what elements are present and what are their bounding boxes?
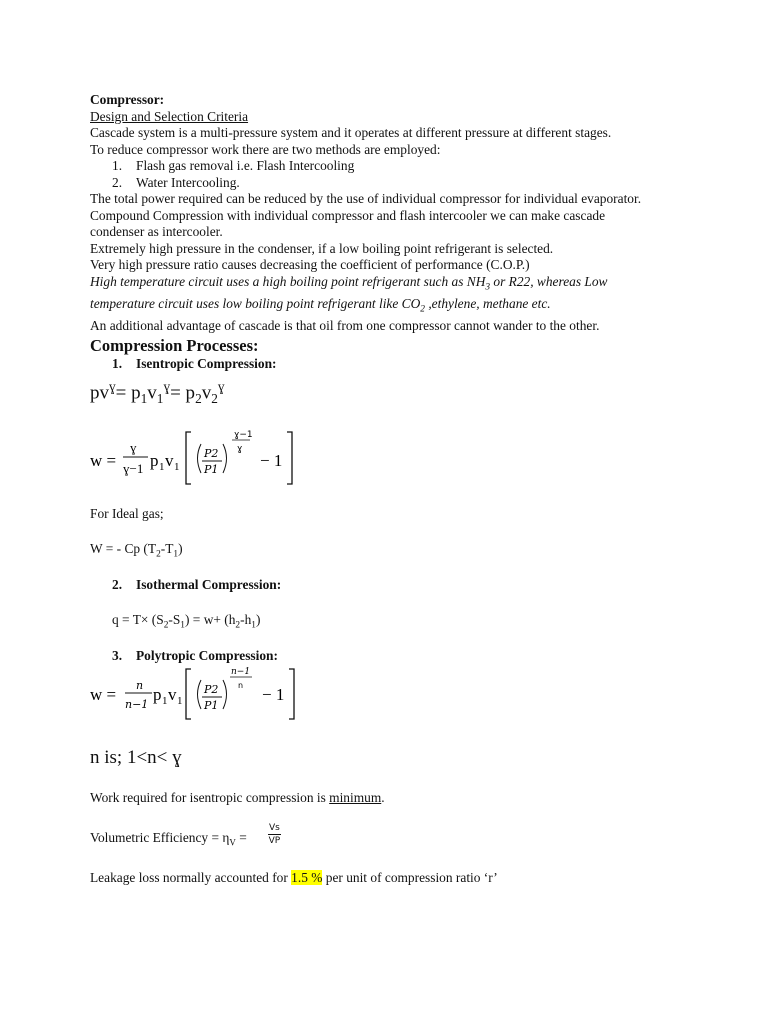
- svg-text:n−1: n−1: [125, 698, 149, 711]
- polytropic-work-formula: [90, 664, 320, 724]
- ideal-gas-equation: W = - Cp $(T_2-T_1)$: [90, 541, 183, 560]
- ideal-gas-label: For Ideal gas;: [90, 506, 164, 521]
- svg-text:p: p: [150, 451, 159, 470]
- italic-line: temperature circuit uses low boiling point refrigerant like $CO_2$ ,ethylene, methane etc.: [90, 295, 551, 315]
- svg-text:− 1: − 1: [262, 685, 285, 704]
- isentropic-heading: 1. Isentropic Compression:: [112, 356, 277, 372]
- doc-subtitle: Design and Selection Criteria: [90, 108, 249, 124]
- svg-text:ɣ: ɣ: [237, 444, 243, 454]
- n-range: n is; 1<n< ɣ: [90, 747, 182, 768]
- text-line: Extremely high pressure in the condenser, if a low boiling point refrigerant is selected.: [90, 240, 554, 256]
- svg-text:1: 1: [162, 695, 168, 707]
- text-line: Cascade system is a multi-pressure system and it operates at different pressure at different stages.: [90, 125, 612, 140]
- polytropic-heading: 3. Polytropic Compression:: [112, 648, 278, 663]
- list-item: 2. Water Intercooling.: [112, 174, 240, 190]
- text-line: Very high pressure ratio causes decreasing the coefficient of performance (C.O.P.): [90, 257, 530, 272]
- svg-text:n: n: [238, 681, 244, 690]
- svg-text:ɣ: ɣ: [130, 440, 137, 455]
- work-statement: Work required for isentropic compression is minimum.: [90, 790, 385, 805]
- svg-text:− 1: − 1: [260, 451, 283, 470]
- svg-text:P2: P2: [204, 683, 219, 696]
- italic-line: High temperature circuit uses a high boiling point refrigerant such as $NH_3$ or R22, whereas Low: [90, 273, 608, 293]
- svg-text:ɣ−1: ɣ−1: [234, 430, 253, 440]
- isentropic-work-formula: [90, 426, 320, 490]
- isothermal-heading: 2. Isothermal Compression:: [112, 577, 282, 592]
- text-line: condenser as intercooler.: [90, 224, 223, 239]
- text-line: Compound Compression with individual compressor and flash intercooler we can make cascade: [90, 207, 606, 223]
- svg-text:1: 1: [174, 461, 180, 473]
- text-line: An additional advantage of cascade is that oil from one compressor cannot wander to the other.: [90, 317, 600, 333]
- svg-text:n−1: n−1: [231, 667, 251, 677]
- leakage-statement: Leakage loss normally accounted for 1.5 % per unit of compression ratio ‘r’: [90, 870, 498, 885]
- text-line: The total power required can be reduced by the use of individual compressor for individual evaporator.: [90, 191, 642, 206]
- svg-text:p: p: [153, 685, 162, 704]
- svg-text:P1: P1: [204, 463, 219, 476]
- text-line: To reduce compressor work there are two methods are employed:: [90, 141, 441, 157]
- svg-text:n: n: [136, 679, 144, 692]
- list-item: 1. Flash gas removal i.e. Flash Intercooling: [112, 158, 355, 173]
- doc-title: Compressor:: [90, 92, 165, 107]
- svg-text:w =: w =: [90, 451, 117, 470]
- svg-text:ɣ−1: ɣ−1: [123, 461, 144, 476]
- volumetric-fraction: Vs VP: [268, 823, 281, 846]
- document-page: [90, 92, 740, 373]
- isentropic-equation: $pv^ɣ= p_1v_1^ɣ= p_2v_2^ɣ$: [90, 379, 225, 407]
- svg-text:1: 1: [177, 695, 183, 707]
- svg-text:P1: P1: [204, 699, 219, 712]
- isothermal-equation: $q = T\times (S_2-S_1) = w+ (h_2-h_1)$: [112, 612, 261, 631]
- svg-text:v: v: [168, 685, 177, 704]
- svg-text:v: v: [165, 451, 174, 470]
- svg-text:w =: w =: [90, 685, 117, 704]
- svg-text:1: 1: [159, 461, 165, 473]
- highlighted-value: 1.5 %: [291, 870, 323, 885]
- svg-text:P2: P2: [204, 447, 219, 460]
- section-title: Compression Processes:: [90, 336, 259, 356]
